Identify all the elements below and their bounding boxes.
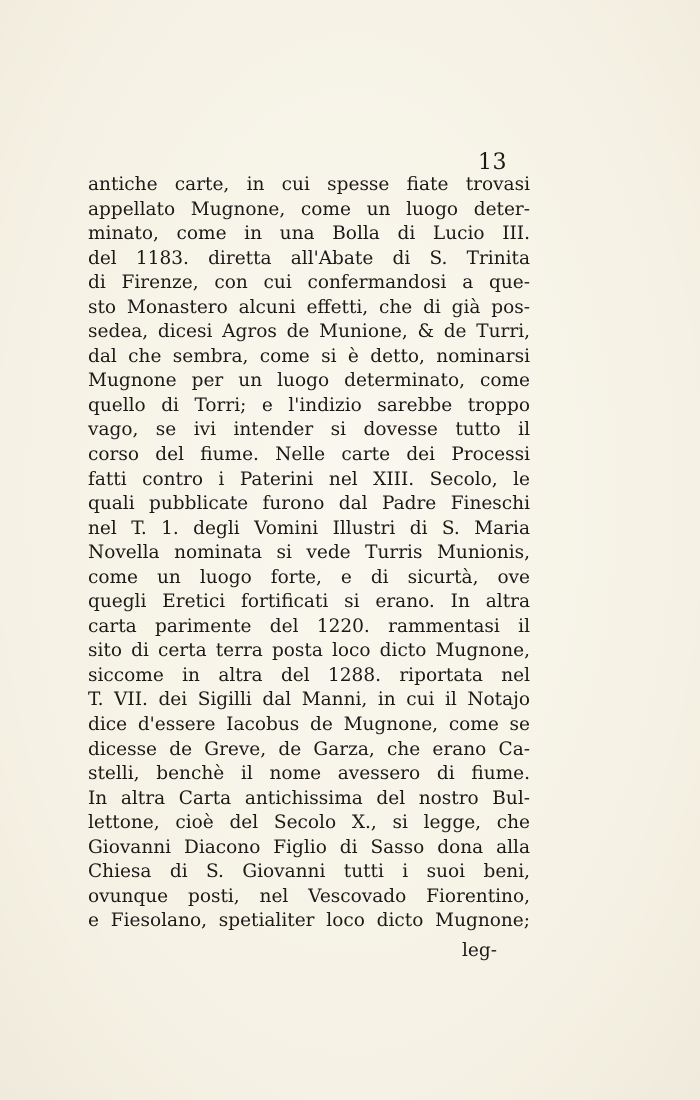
text-line: del 1183. diretta all'Abate di S. Trinita	[88, 247, 530, 269]
text-line: Mugnone per un luogo determinato, come	[88, 370, 530, 392]
body-text	[88, 173, 530, 934]
text-line: di Firenze, con cui confermandosi a que-	[88, 272, 530, 294]
text-line: e Fiesolano, spetialiter loco dicto Mugnone;	[88, 910, 530, 932]
text-line: nel T. 1. degli Vomini Illustri di S. Maria	[88, 517, 530, 539]
text-line: ovunque posti, nel Vescovado Fiorentino,	[88, 885, 530, 907]
text-line: stelli, benchè il nome avessero di fiume.	[88, 763, 530, 785]
text-line: siccome in altra del 1288. riportata nel	[88, 664, 530, 686]
text-line: minato, come in una Bolla di Lucio III.	[88, 223, 530, 245]
catchword: leg-	[462, 940, 497, 961]
text-line: sito di certa terra posta loco dicto Mugnone,	[88, 640, 530, 662]
text-line: Novella nominata si vede Turris Munionis,	[88, 542, 530, 564]
text-line: carta parimente del 1220. rammentasi il	[88, 615, 530, 637]
text-line: dice d'essere Iacobus de Mugnone, come se	[88, 714, 530, 736]
text-line: sto Monastero alcuni effetti, che di già pos-	[88, 296, 530, 318]
text-line: Chiesa di S. Giovanni tutti i suoi beni,	[88, 861, 530, 883]
text-line: lettone, cioè del Secolo X., si legge, che	[88, 812, 530, 834]
text-line: fatti contro i Paterini nel XIII. Secolo, le	[88, 468, 530, 490]
text-line: sedea, dicesi Agros de Munione, & de Turri,	[88, 321, 530, 343]
text-line: antiche carte, in cui spesse fiate trovasi	[88, 174, 530, 195]
text-line: come un luogo forte, e di sicurtà, ove	[88, 566, 530, 588]
text-line: quegli Eretici fortificati si erano. In altra	[88, 591, 530, 613]
text-line: corso del fiume. Nelle carte dei Processi	[88, 444, 530, 466]
text-line: In altra Carta antichissima del nostro Bul-	[88, 787, 530, 809]
text-line: vago, se ivi intender si dovesse tutto il	[88, 419, 530, 441]
text-line: quali pubblicate furono dal Padre Fineschi	[88, 493, 530, 515]
page-number: 13	[478, 150, 507, 175]
text-line: quello di Torri; e l'indizio sarebbe troppo	[88, 394, 530, 416]
text-line: T. VII. dei Sigilli dal Manni, in cui il Notajo	[88, 689, 530, 711]
text-line: Giovanni Diacono Figlio di Sasso dona alla	[88, 836, 530, 858]
text-line: appellato Mugnone, come un luogo deter-	[88, 198, 530, 220]
text-line: dal che sembra, come si è detto, nominarsi	[88, 345, 530, 367]
text-line: dicesse de Greve, de Garza, che erano Ca-	[88, 738, 530, 760]
